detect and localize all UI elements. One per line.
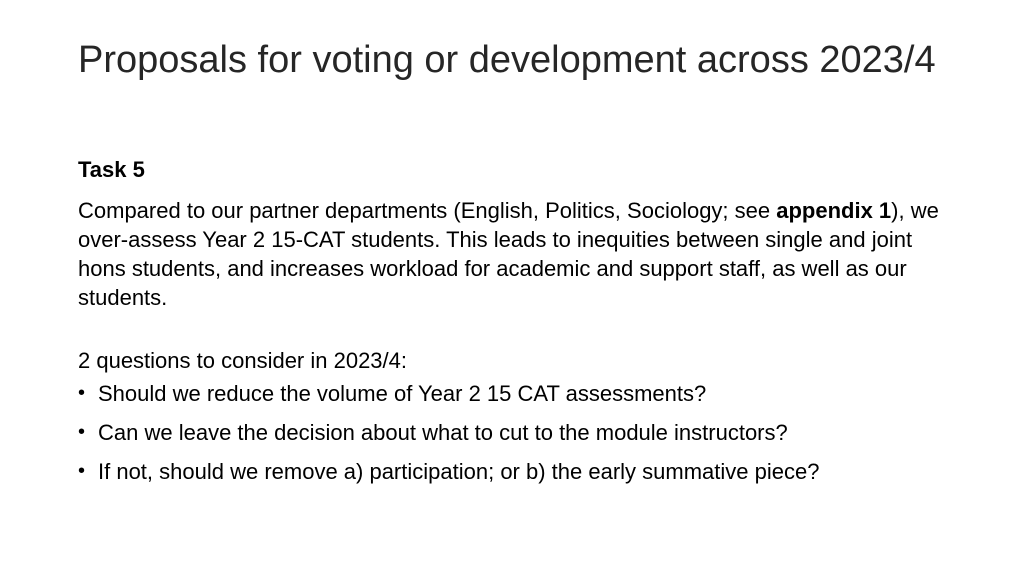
appendix-reference: appendix 1 bbox=[776, 198, 892, 223]
slide-title: Proposals for voting or development across 2023/4 bbox=[78, 39, 936, 81]
bullet-icon: • bbox=[78, 421, 86, 443]
description-text-start: Compared to our partner departments (English, Politics, Sociology; see bbox=[78, 198, 777, 223]
task-heading: Task 5 bbox=[78, 157, 145, 182]
slide-body bbox=[78, 155, 958, 496]
question-text: If not, should we remove a) participation; or b) the early summative piece? bbox=[98, 459, 820, 484]
bullet-icon: • bbox=[78, 460, 86, 482]
question-item bbox=[78, 418, 958, 447]
question-text: Can we leave the decision about what to cut to the module instructors? bbox=[98, 420, 788, 445]
description-text-end: ), we over-assess Year 2 15-CAT students. This leads to inequities between single and joint hons students, and increases workload for academic and support staff, as well as our students. bbox=[78, 198, 939, 310]
task-description bbox=[78, 196, 958, 312]
question-item bbox=[78, 379, 958, 408]
question-item bbox=[78, 457, 958, 486]
questions-intro: 2 questions to consider in 2023/4: bbox=[78, 348, 408, 373]
questions-list bbox=[78, 379, 958, 486]
bullet-icon: • bbox=[78, 382, 86, 404]
question-text: Should we reduce the volume of Year 2 15 CAT assessments? bbox=[98, 381, 707, 406]
